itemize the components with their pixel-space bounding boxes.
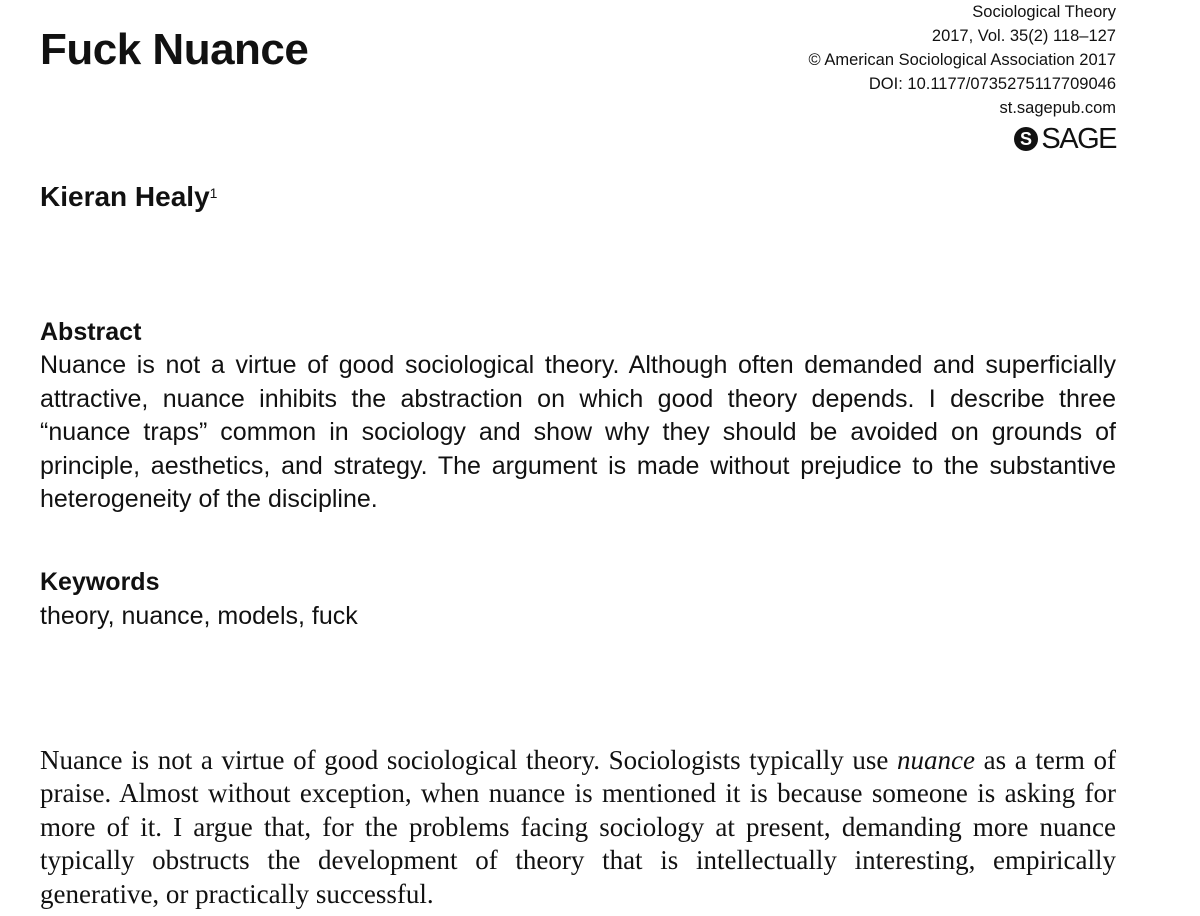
article-title: Fuck Nuance	[40, 25, 309, 74]
keywords-heading: Keywords	[40, 568, 160, 596]
body-emphasis: nuance	[897, 745, 975, 775]
affiliation-mark[interactable]: 1	[209, 185, 218, 201]
sage-wordmark: SAGE	[1041, 123, 1116, 155]
sage-logo	[1013, 124, 1116, 154]
keywords-list: theory, nuance, models, fuck	[40, 602, 358, 630]
journal-volume: 2017, Vol. 35(2) 118–127	[931, 27, 1116, 45]
author-name-text: Kieran Healy	[40, 181, 210, 212]
journal-meta	[809, 0, 1117, 159]
journal-site-link[interactable]: st.sagepub.com	[999, 99, 1116, 117]
body-paragraph	[40, 744, 1116, 911]
body-text-part: as a term of praise. Almost without exception, when nuance is mentioned it is because someone is asking for more of it. I argue that, for the problems facing sociology at present, demanding more nuance typically obstructs the development of theory that is intellectually interesting, empirically generative, or practically successful.	[40, 745, 1116, 909]
journal-name: Sociological Theory	[972, 3, 1116, 21]
author-name	[40, 178, 217, 216]
copyright-line: © American Sociological Association 2017	[808, 51, 1116, 69]
abstract-text: Nuance is not a virtue of good sociological theory. Although often demanded and superficially attractive, nuance inhibits the abstraction on which good theory depends. I describe three “nuance traps” common in sociology and show why they should be avoided on grounds of principle, aesthetics, and strategy. The argument is made without prejudice to the substantive heterogeneity of the discipline.	[40, 351, 1116, 514]
doi-link[interactable]: DOI: 10.1177/0735275117709046	[868, 75, 1116, 93]
abstract-heading: Abstract	[40, 318, 142, 346]
sage-s-coin-icon	[1013, 126, 1039, 152]
svg-text:S: S	[1020, 129, 1033, 149]
body-text-part: Nuance is not a virtue of good sociological theory. Sociologists typically use	[40, 745, 898, 775]
